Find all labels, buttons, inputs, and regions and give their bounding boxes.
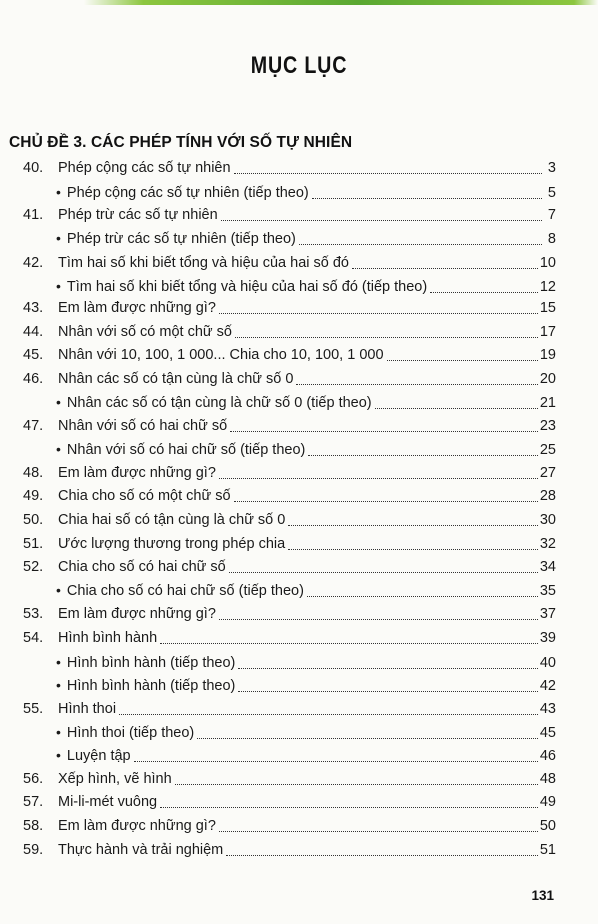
toc-entry [0,345,598,365]
toc-entry-page: 15 [539,300,556,316]
toc-entry-title: Chia hai số có tận cùng là chữ số 0 [58,512,286,528]
toc-subentry [0,652,598,672]
toc-entry-page: 37 [539,606,556,622]
toc-entry-page: 49 [539,794,556,810]
toc-entry-line [56,276,556,297]
toc-entry-title: Nhân với số có một chữ số [58,324,232,340]
dot-leader [375,407,538,409]
toc-entry [0,253,598,273]
dot-leader [430,291,538,293]
toc-entry-line [58,510,556,530]
toc-entry [0,158,598,178]
toc-entry-title: • Tìm hai số khi biết tổng và hiệu của hai số đó (tiếp theo) [66,279,428,295]
toc-entry-page: 42 [539,678,556,694]
toc-entry-title: • Luyện tập [66,748,131,764]
toc-entry-line [56,228,556,249]
toc-entry [0,792,598,812]
toc-entry-number: 51. [23,536,44,552]
toc-entry-title: Em làm được những gì? [58,465,216,481]
dot-leader [235,336,538,338]
toc-entry-title: Phép trừ các số tự nhiên [58,207,218,223]
toc-entry-title: Tìm hai số khi biết tổng và hiệu của hai số đó [58,255,349,271]
toc-entry-line [56,745,556,766]
dot-leader [119,713,538,715]
dot-leader [296,383,537,385]
toc-entry-number: 47. [23,418,44,434]
toc-entry [0,298,598,318]
toc-entry-page: 21 [539,395,556,411]
page-title: MỤC LỤC [250,52,348,79]
dot-leader [221,219,542,221]
toc-entry-number: 59. [23,842,44,858]
toc-entry-line [58,369,556,389]
toc-entry-line [58,463,556,483]
toc-entry-page: 7 [547,207,556,223]
toc-entry [0,699,598,719]
toc-entry-number: 48. [23,465,44,481]
toc-entry-line [58,628,556,648]
dot-leader [352,267,538,269]
dot-leader [288,548,538,550]
toc-subentry [0,675,598,695]
toc-entry-line [58,322,556,342]
toc-entry-page: 5 [547,185,556,201]
toc-entry-page: 19 [539,347,556,363]
toc-entry-page: 8 [547,231,556,247]
dot-leader [219,477,538,479]
toc-entry-title: • Hình bình hành (tiếp theo) [66,678,236,694]
page-number: 131 [531,888,554,903]
toc-entry [0,534,598,554]
toc-subentry [0,745,598,765]
toc-entry-title: • Nhân các số có tận cùng là chữ số 0 (tiếp theo) [66,395,372,411]
dot-leader [219,618,538,620]
toc-entry-title: Ước lượng thương trong phép chia [58,536,286,552]
toc-subentry [0,276,598,296]
toc-entry-line [58,253,556,273]
toc-entry-page: 3 [547,160,556,176]
toc-entry-line [58,345,556,365]
toc-entry [0,769,598,789]
dot-leader [219,830,538,832]
toc-entry-line [56,675,556,696]
toc-entry-line [58,486,556,506]
toc-entry-number: 55. [23,701,44,717]
dot-leader [197,737,538,739]
dot-leader [238,690,537,692]
toc-entry-title: Nhân các số có tận cùng là chữ số 0 [58,371,294,387]
dot-leader [219,312,538,314]
toc-entry-title: • Hình bình hành (tiếp theo) [66,655,236,671]
toc-entry-title: Em làm được những gì? [58,818,216,834]
toc-subentry [0,392,598,412]
toc-entry-page: 46 [539,748,556,764]
toc-entry [0,840,598,860]
toc-entry-line [58,416,556,436]
toc-entry-page: 17 [539,324,556,340]
toc-entry-line [58,557,556,577]
toc-entry-page: 39 [539,630,556,646]
toc-entry-title: Em làm được những gì? [58,606,216,622]
dot-leader [160,806,538,808]
dot-leader [288,524,538,526]
toc-entry-title: Thực hành và trải nghiệm [58,842,224,858]
toc-entry-number: 54. [23,630,44,646]
toc-entry-title: Chia cho số có hai chữ số [58,559,226,575]
toc-entry-number: 43. [23,300,44,316]
toc-entry-line [58,205,556,225]
toc-entry-line [58,534,556,554]
toc-subentry [0,228,598,248]
toc-entry-number: 53. [23,606,44,622]
toc-entry-number: 42. [23,255,44,271]
toc-entry-number: 56. [23,771,44,787]
dot-leader [307,595,538,597]
dot-leader [234,172,542,174]
dot-leader [238,667,537,669]
toc-entry-number: 57. [23,794,44,810]
toc-entry-line [58,792,556,812]
toc-entry-page: 51 [539,842,556,858]
toc-entry-page: 27 [539,465,556,481]
dot-leader [160,642,538,644]
toc-entry-page: 12 [539,279,556,295]
toc-subentry [0,722,598,742]
toc-entry-number: 52. [23,559,44,575]
toc-subentry [0,580,598,600]
dot-leader [175,783,538,785]
toc-entry-number: 58. [23,818,44,834]
toc-entry [0,510,598,530]
toc-entry-number: 49. [23,488,44,504]
toc-subentry [0,439,598,459]
dot-leader [230,430,538,432]
toc-entry [0,628,598,648]
toc-entry-title: • Phép trừ các số tự nhiên (tiếp theo) [66,231,296,247]
toc-entry-title: • Phép cộng các số tự nhiên (tiếp theo) [66,185,309,201]
dot-leader [229,571,538,573]
dot-leader [308,454,538,456]
toc-entry-page: 32 [539,536,556,552]
toc-entry-title: Mi-li-mét vuông [58,794,158,810]
toc-entry-number: 41. [23,207,44,223]
toc-entry [0,369,598,389]
toc-entry-page: 40 [539,655,556,671]
toc-entry-title: Nhân với 10, 100, 1 000... Chia cho 10, 100, 1 000 [58,347,384,363]
toc-entry [0,604,598,624]
toc-entry-page: 35 [539,583,556,599]
toc-entry-line [56,580,556,601]
toc-entry-title: • Nhân với số có hai chữ số (tiếp theo) [66,442,306,458]
toc-entry-number: 46. [23,371,44,387]
toc-entry-title: Phép cộng các số tự nhiên [58,160,231,176]
toc-entry-title: Nhân với số có hai chữ số [58,418,228,434]
toc-entry-number: 50. [23,512,44,528]
toc-entry-page: 34 [539,559,556,575]
toc-entry-title: Xếp hình, vẽ hình [58,771,172,787]
toc-entry-page: 28 [539,488,556,504]
toc-entry-title: Hình bình hành [58,630,158,646]
toc-entry-line [58,816,556,836]
toc-entry-title: • Hình thoi (tiếp theo) [66,725,195,741]
toc-entry-page: 48 [539,771,556,787]
toc-entry-number: 44. [23,324,44,340]
toc-entry [0,557,598,577]
dot-leader [134,760,538,762]
toc-entry-page: 45 [539,725,556,741]
toc-entry-page: 43 [539,701,556,717]
dot-leader [312,197,542,199]
toc-entry [0,322,598,342]
toc-entry [0,416,598,436]
toc-entry-line [56,392,556,413]
toc-entry-line [58,298,556,318]
toc-entry [0,205,598,225]
toc-subentry [0,182,598,202]
toc-entry-line [58,840,556,860]
toc-entry-line [56,439,556,460]
toc-entry-title: Chia cho số có một chữ số [58,488,231,504]
toc-entry [0,463,598,483]
toc-entry-page: 20 [539,371,556,387]
dot-leader [299,243,542,245]
toc-entry-line [56,652,556,673]
dot-leader [226,854,538,856]
dot-leader [387,359,538,361]
toc-entry-number: 40. [23,160,44,176]
toc-entry-page: 23 [539,418,556,434]
toc-entry-line [58,769,556,789]
toc-entry-page: 10 [539,255,556,271]
toc-entry-line [56,182,556,203]
toc-entry [0,816,598,836]
toc-entry-page: 50 [539,818,556,834]
toc-entry-line [56,722,556,743]
toc-entry-number: 45. [23,347,44,363]
toc-entry-page: 30 [539,512,556,528]
toc-entry-line [58,699,556,719]
toc-entry-page: 25 [539,442,556,458]
toc-entry-title: Hình thoi [58,701,117,717]
toc-entry-title: Em làm được những gì? [58,300,216,316]
toc-entry-line [58,604,556,624]
dot-leader [234,500,538,502]
toc-entry [0,486,598,506]
toc-entry-title: • Chia cho số có hai chữ số (tiếp theo) [66,583,304,599]
toc-entry-line [58,158,556,178]
chapter-heading: CHỦ ĐỀ 3. CÁC PHÉP TÍNH VỚI SỐ TỰ NHIÊN [9,134,353,151]
